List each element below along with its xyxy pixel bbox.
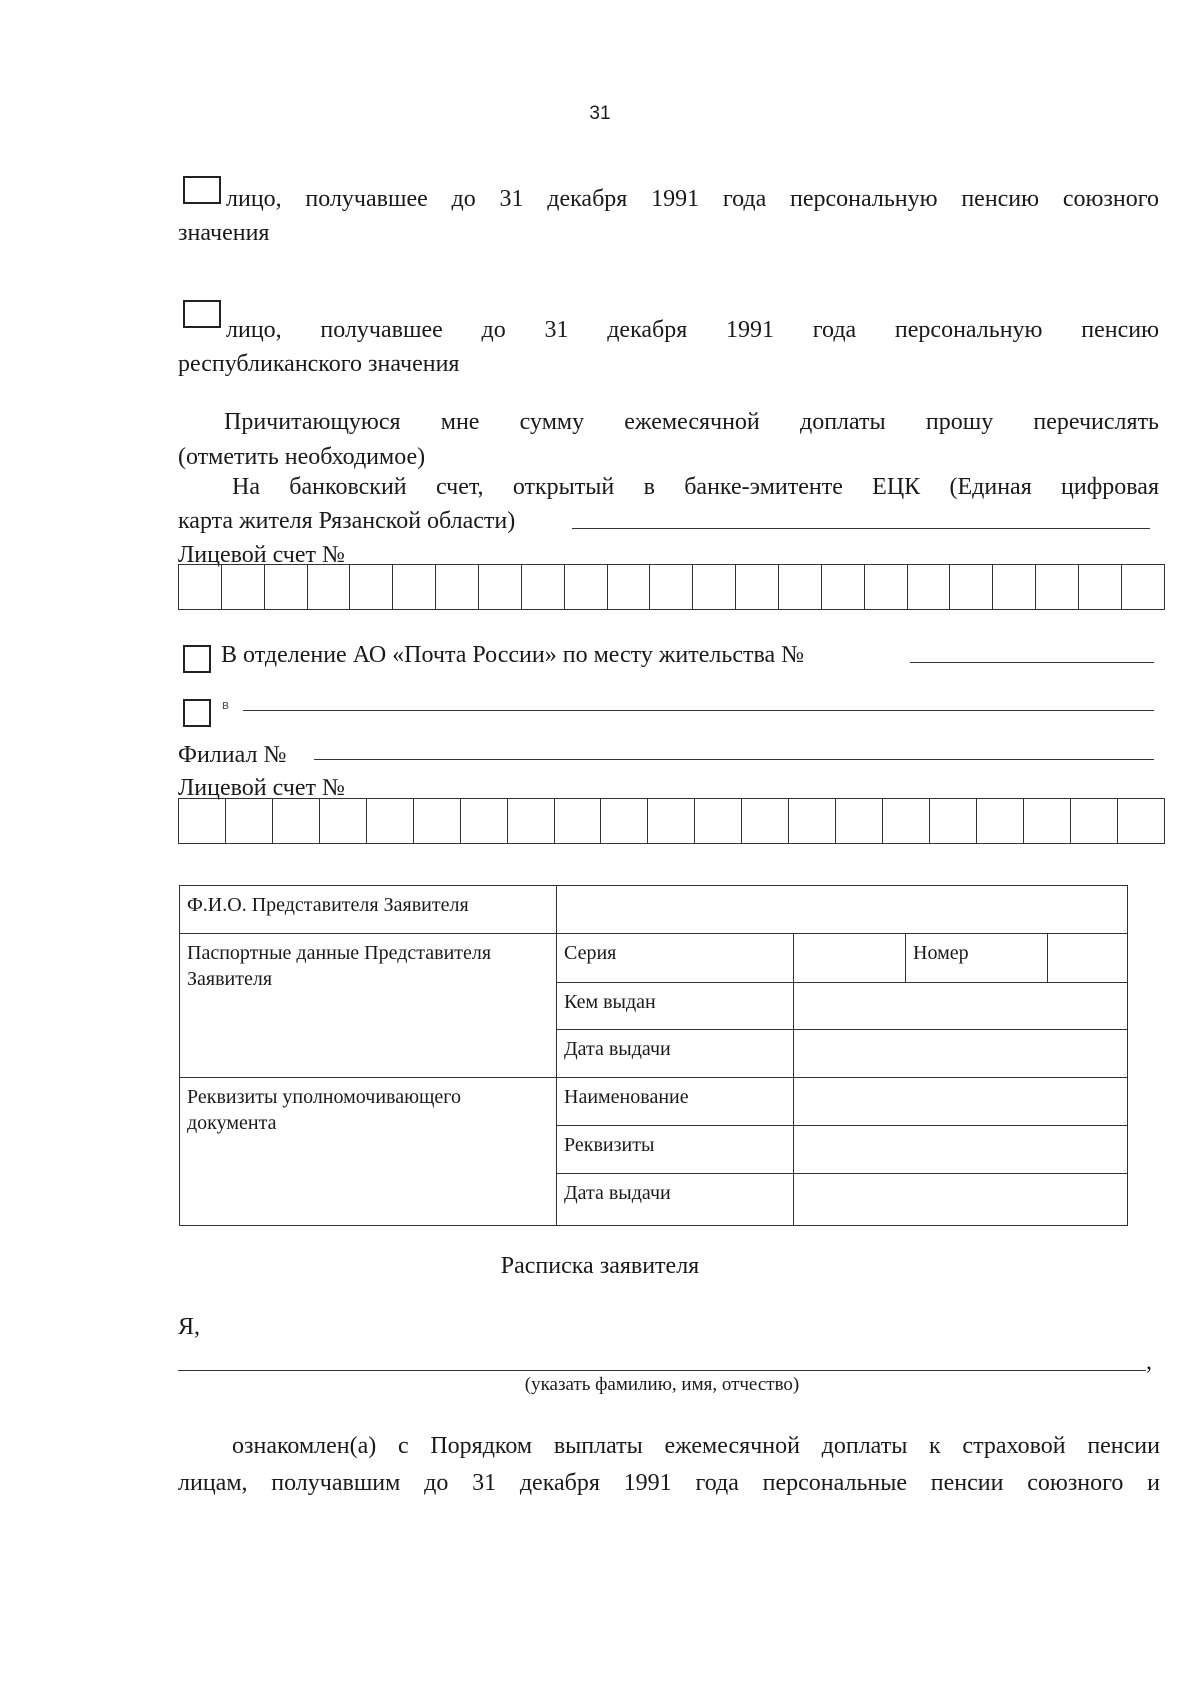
authority-doc-name-label: Наименование [557, 1078, 794, 1126]
receipt-i: Я, [178, 1314, 201, 1340]
authority-doc-label: Реквизиты уполномочивающего документа [180, 1078, 557, 1226]
account-label-post: Лицевой счет № [178, 775, 345, 801]
payment-intro: Причитающуюся мне сумму ежемесячной доплаты прошу перечислять [224, 409, 1159, 435]
account-digit-cell[interactable] [907, 565, 950, 610]
passport-series-label: Серия [557, 934, 794, 983]
name-line-comma: , [1146, 1349, 1152, 1375]
branch-label: Филиал № [178, 742, 287, 768]
account-digit-cell[interactable] [179, 799, 226, 844]
account-digit-cell[interactable] [350, 565, 393, 610]
account-digit-cell[interactable] [554, 799, 601, 844]
account-digit-cell[interactable] [742, 799, 789, 844]
name-hint: (указать фамилию, имя, отчество) [524, 1374, 800, 1395]
passport-issue-date-value[interactable] [794, 1030, 1128, 1078]
republic-pension-label-cont: республиканского значения [178, 351, 460, 377]
other-option-line[interactable] [243, 710, 1154, 711]
account-digit-cell[interactable] [607, 565, 650, 610]
account-digit-cell[interactable] [307, 565, 350, 610]
account-digit-cell[interactable] [864, 565, 907, 610]
account-digit-cell[interactable] [950, 565, 993, 610]
representative-table [179, 885, 1128, 1226]
account-digit-cell[interactable] [930, 799, 977, 844]
account-digit-cell[interactable] [1121, 565, 1164, 610]
account-digit-cell[interactable] [507, 799, 554, 844]
receipt-title: Расписка заявителя [500, 1253, 700, 1279]
receipt-text: ознакомлен(а) с Порядком выплаты ежемесячной доплаты к страховой пенсии [232, 1433, 1160, 1459]
rep-fio-label: Ф.И.О. Представителя Заявителя [180, 886, 557, 934]
account-digit-cell[interactable] [264, 565, 307, 610]
account-digit-cell[interactable] [221, 565, 264, 610]
account-label-bank: Лицевой счет № [178, 542, 345, 568]
account-digit-cell[interactable] [648, 799, 695, 844]
bank-option-text: На банковский счет, открытый в банке-эмитенте ЕЦК (Единая цифровая [232, 474, 1159, 500]
account-digit-cell[interactable] [460, 799, 507, 844]
bank-option-text-cont: карта жителя Рязанской области) [178, 508, 516, 534]
authority-doc-date-value[interactable] [794, 1174, 1128, 1226]
account-digit-cell[interactable] [779, 565, 822, 610]
account-digit-cell[interactable] [821, 565, 864, 610]
other-option-label: в [222, 697, 229, 712]
other-option-checkbox[interactable] [183, 699, 211, 727]
account-digit-cell[interactable] [1079, 565, 1122, 610]
account-digit-cell[interactable] [1036, 565, 1079, 610]
passport-number-value[interactable] [1048, 934, 1128, 983]
account-digit-cell[interactable] [225, 799, 272, 844]
republic-pension-label: лицо, получавшее до 31 декабря 1991 года персональную пенсию [226, 317, 1159, 343]
account-digit-cell[interactable] [179, 565, 222, 610]
republic-pension-checkbox[interactable] [183, 300, 221, 328]
account-number-grid-post [178, 798, 1165, 844]
passport-series-value[interactable] [794, 934, 906, 983]
account-digit-cell[interactable] [366, 799, 413, 844]
rep-passport-label: Паспортные данные Представителя Заявителя [180, 934, 557, 1078]
authority-doc-details-value[interactable] [794, 1126, 1128, 1174]
payment-intro-cont: (отметить необходимое) [178, 444, 426, 470]
account-digit-cell[interactable] [695, 799, 742, 844]
authority-doc-name-value[interactable] [794, 1078, 1128, 1126]
account-digit-cell[interactable] [272, 799, 319, 844]
passport-issue-date-label: Дата выдачи [557, 1030, 794, 1078]
receipt-text-cont: лицам, получавшим до 31 декабря 1991 года персональные пенсии союзного и [178, 1470, 1160, 1496]
account-digit-cell[interactable] [993, 565, 1036, 610]
passport-number-label: Номер [906, 934, 1048, 983]
authority-doc-date-label: Дата выдачи [557, 1174, 794, 1226]
applicant-name-line[interactable] [178, 1370, 1146, 1371]
account-digit-cell[interactable] [564, 565, 607, 610]
post-office-number-line[interactable] [910, 662, 1154, 663]
account-digit-cell[interactable] [319, 799, 366, 844]
account-digit-cell[interactable] [1117, 799, 1164, 844]
soyuz-pension-label-cont: значения [178, 220, 270, 246]
soyuz-pension-checkbox[interactable] [183, 176, 221, 204]
account-digit-cell[interactable] [789, 799, 836, 844]
authority-doc-details-label: Реквизиты [557, 1126, 794, 1174]
account-digit-cell[interactable] [479, 565, 522, 610]
account-digit-cell[interactable] [836, 799, 883, 844]
passport-issued-by-value[interactable] [794, 983, 1128, 1030]
post-office-checkbox[interactable] [183, 645, 211, 673]
page-number: 31 [589, 103, 611, 124]
branch-number-line[interactable] [314, 759, 1154, 760]
post-office-label: В отделение АО «Почта России» по месту жительства № [221, 642, 805, 668]
account-digit-cell[interactable] [1070, 799, 1117, 844]
account-digit-cell[interactable] [650, 565, 693, 610]
account-digit-cell[interactable] [976, 799, 1023, 844]
soyuz-pension-label: лицо, получавшее до 31 декабря 1991 года персональную пенсию союзного [226, 186, 1159, 212]
account-digit-cell[interactable] [413, 799, 460, 844]
passport-issued-by-label: Кем выдан [557, 983, 794, 1030]
bank-name-line[interactable] [572, 528, 1150, 529]
account-digit-cell[interactable] [436, 565, 479, 610]
account-digit-cell[interactable] [736, 565, 779, 610]
account-digit-cell[interactable] [883, 799, 930, 844]
account-digit-cell[interactable] [601, 799, 648, 844]
rep-fio-value[interactable] [557, 886, 1128, 934]
account-digit-cell[interactable] [1023, 799, 1070, 844]
account-digit-cell[interactable] [521, 565, 564, 610]
account-digit-cell[interactable] [693, 565, 736, 610]
account-digit-cell[interactable] [393, 565, 436, 610]
account-number-grid-bank [178, 564, 1165, 610]
